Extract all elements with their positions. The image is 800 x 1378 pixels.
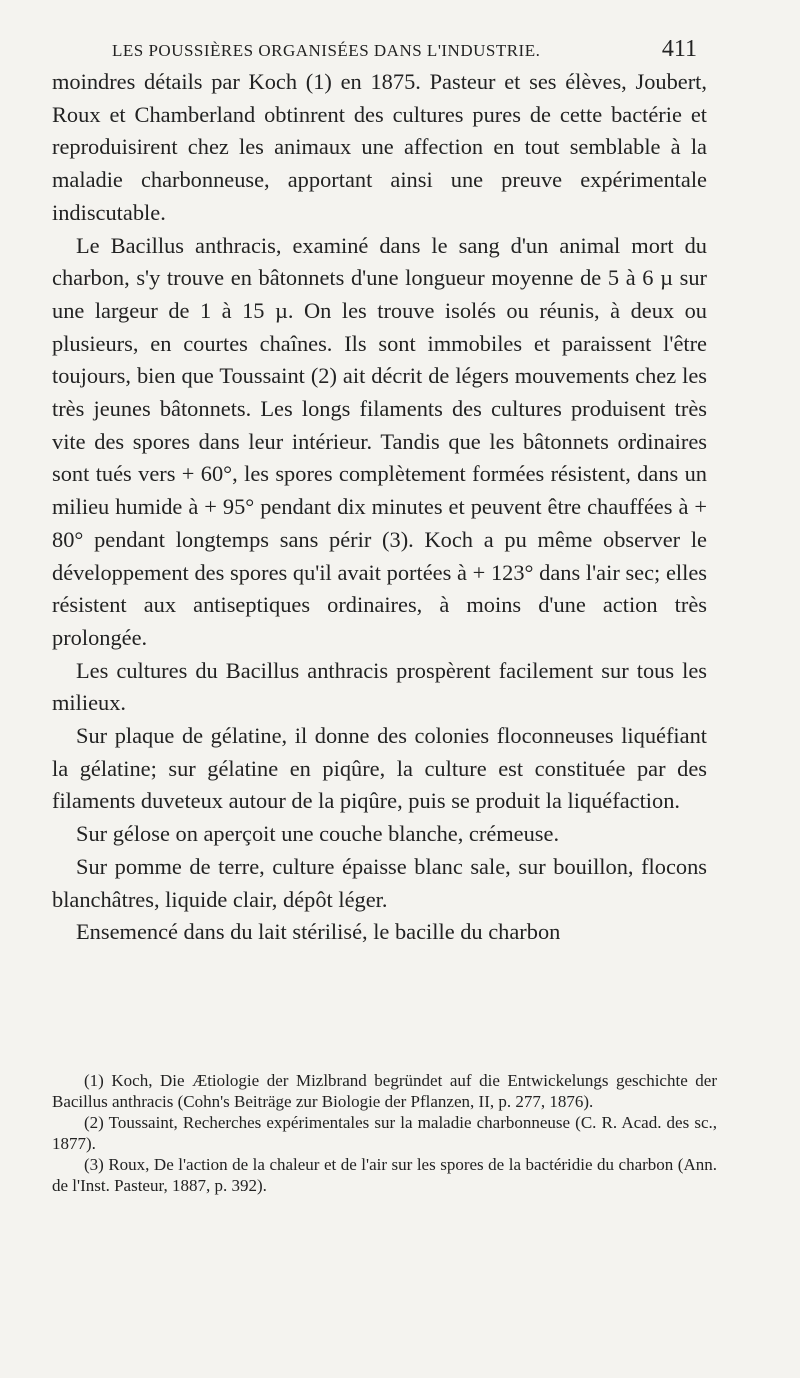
- footnote-3: (3) Roux, De l'action de la chaleur et de l'air sur les spores de la bactéridie du charbon (Ann. de l'Inst. Pasteur, 1887, p. 392).: [52, 1155, 717, 1195]
- paragraph-4: Sur plaque de gélatine, il donne des colonies floconneuses liquéfiant la gélatine; sur gélatine en piqûre, la culture est constituée par des filaments duveteux autour de la piqûre, puis se produit la liquéfaction.: [52, 723, 707, 814]
- body-text: [52, 66, 707, 949]
- paragraph-7: Ensemencé dans du lait stérilisé, le bacille du charbon: [76, 919, 561, 945]
- footnote-2: (2) Toussaint, Recherches expérimentales sur la maladie charbonneuse (C. R. Acad. des sc., 1877).: [52, 1113, 717, 1153]
- paragraph-5: Sur gélose on aperçoit une couche blanche, crémeuse.: [76, 821, 560, 847]
- page-header: [112, 36, 697, 63]
- footnote-1: (1) Koch, Die Ætiologie der Mizlbrand begründet auf die Entwickelungs geschichte der Bacillus anthracis (Cohn's Beiträge zur Biologie der Pflanzen, II, p. 277, 1876).: [52, 1071, 717, 1111]
- paragraph-2: Le Bacillus anthracis, examiné dans le sang d'un animal mort du charbon, s'y trouve en bâtonnets d'une longueur moyenne de 5 à 6 µ sur une largeur de 1 à 15 µ. On les trouve isolés ou réunis, à deux ou plusieurs, en courtes chaînes. Ils sont immobiles et paraissent l'être toujours, bien que Toussaint (2) ait décrit de légers mouvements chez les très jeunes bâtonnets. Les longs filaments des cultures produisent très vite des spores dans leur intérieur. Tandis que les bâtonnets ordinaires sont tués vers + 60°, les spores complètement formées résistent, dans un milieu humide à + 95° pendant dix minutes et peuvent être chauffées à + 80° pendant longtemps sans périr (3). Koch a pu même observer le développement des spores qu'il avait portées à + 123° dans l'air sec; elles résistent aux antiseptiques ordinaires, à moins d'une action très prolongée.: [52, 232, 707, 650]
- paragraph-3: Les cultures du Bacillus anthracis prospèrent facilement sur tous les milieux.: [52, 657, 707, 716]
- page-number: 411: [661, 36, 697, 62]
- paragraph-6: Sur pomme de terre, culture épaisse blanc sale, sur bouillon, flocons blanchâtres, liquide clair, dépôt léger.: [52, 853, 707, 912]
- running-title: LES POUSSIÈRES ORGANISÉES DANS L'INDUSTRIE.: [112, 41, 541, 60]
- footnotes: [52, 1070, 717, 1196]
- paragraph-1: moindres détails par Koch (1) en 1875. Pasteur et ses élèves, Joubert, Roux et Chamberland obtinrent des cultures pures de cette bactérie et reproduisirent chez les animaux une affection en tout semblable à la maladie charbonneuse, apportant ainsi une preuve expérimentale indiscutable.: [52, 69, 707, 225]
